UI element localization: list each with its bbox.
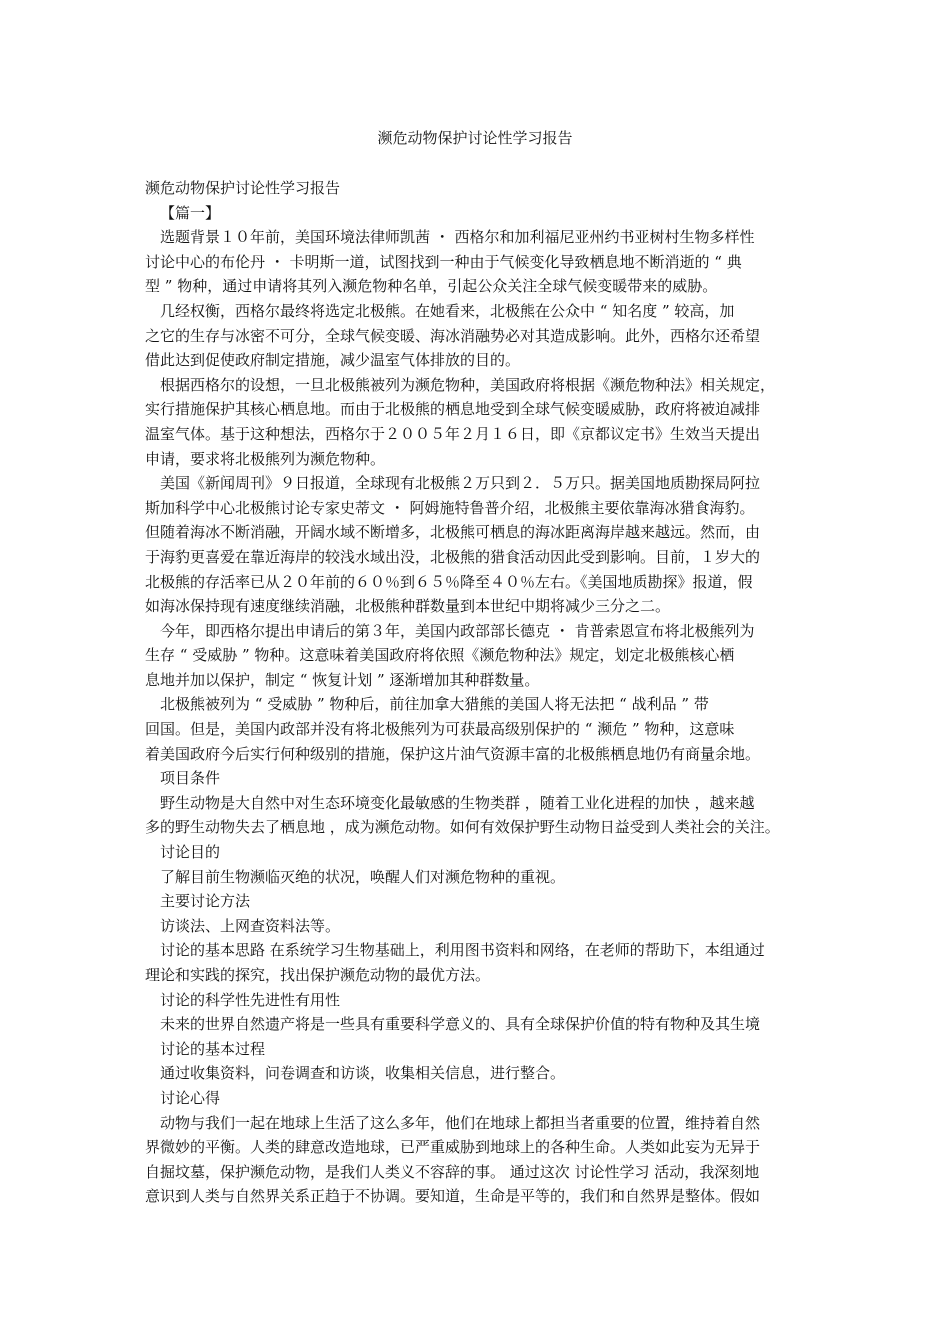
text-line: 息地并加以保护，制定 “ 恢复计划 ” 逐渐增加其种群数量。 <box>145 670 540 689</box>
text-line: 如海冰保持现有速度继续消融，北极熊种群数量到本世纪中期将减少三分之二。 <box>145 597 671 616</box>
text-line: 之它的生存与冰密不可分，全球气候变暖、海冰消融势必对其造成影响。此外，西格尔还希望 <box>145 326 761 345</box>
text-line: 野生动物是大自然中对生态环境变化最敏感的生物类群 ，随着工业化进程的加快 ，越来越 <box>160 793 755 812</box>
text-line: 了解目前生物濒临灭绝的状况，唤醒人们对濒危物种的重视。 <box>160 867 566 886</box>
text-line: 根据西格尔的设想，一旦北极熊被列为濒危物种，美国政府将根据《濒危物种法》相关规定， <box>160 375 776 394</box>
text-line: 讨论的基本思路 在系统学习生物基础上，利用图书资料和网络，在老师的帮助下，本组通过 <box>160 941 765 960</box>
text-line: 多的野生动物失去了栖息地 ，成为濒危动物。如何有效保护野生动物日益受到人类社会的关注。 <box>145 818 780 837</box>
text-line: 主要讨论方法 <box>160 892 251 911</box>
text-line: 着美国政府今后实行何种级别的措施，保护这片油气资源丰富的北极熊栖息地仍有商量余地。 <box>145 744 761 763</box>
text-line: 生存 “ 受威胁 ” 物种。这意味着美国政府将依照《濒危物种法》规定，划定北极熊核心栖 <box>145 646 735 665</box>
text-line: 于海豹更喜爱在靠近海岸的较浅水域出没，北极熊的猎食活动因此受到影响。目前，１岁大的 <box>145 547 761 566</box>
text-line: 通过收集资料，问卷调查和访谈，收集相关信息，进行整合。 <box>160 1064 566 1083</box>
text-line: 讨论心得 <box>160 1088 221 1107</box>
text-line: 项目条件 <box>160 769 221 788</box>
text-line: 选题背景１０年前，美国环境法律师凯茜 ・ 西格尔和加利福尼亚州约书亚树村生物多样性 <box>160 228 755 247</box>
text-line: 今年，即西格尔提出申请后的第３年，美国内政部部长德克 ・ 肯普索恩宣布将北极熊列为 <box>160 621 755 640</box>
text-line: 讨论的基本过程 <box>160 1039 266 1058</box>
document-body <box>145 176 825 1209</box>
text-line: 讨论中心的布伦丹 ・ 卡明斯一道，试图找到一种由于气候变化导致栖息地不断消逝的 “ 典 <box>145 252 742 271</box>
text-line: 型 ” 物种，通过申请将其列入濒危物种名单，引起公众关注全球气候变暖带来的威胁。 <box>145 277 718 296</box>
text-line: 界微妙的平衡。人类的肆意改造地球，已严重威胁到地球上的各种生命。人类如此妄为无异于 <box>145 1138 761 1157</box>
text-line: 北极熊被列为 “ 受威胁 ” 物种后，前往加拿大猎熊的美国人将无法把 “ 战利品 ” 带 <box>160 695 709 714</box>
text-line: 温室气体。基于这种想法，西格尔于２００５年２月１６日，即《京都议定书》生效当天提出 <box>145 424 761 443</box>
text-line: 自掘坟墓，保护濒危动物，是我们人类义不容辞的事。 通过这次 讨论性学习 活动，我深刻地 <box>145 1162 760 1181</box>
text-line: 但随着海冰不断消融，开阔水域不断增多，北极熊可栖息的海冰距离海岸越来越远。然而，由 <box>145 523 761 542</box>
text-line: 讨论目的 <box>160 843 221 862</box>
text-line: 动物与我们一起在地球上生活了这么多年，他们在地球上都担当者重要的位置，维持着自然 <box>160 1113 761 1132</box>
text-line: 回国。但是，美国内政部并没有将北极熊列为可获最高级别保护的 “ 濒危 ” 物种，这意味 <box>145 720 735 739</box>
text-line: 意识到人类与自然界关系正趋于不协调。要知道，生命是平等的，我们和自然界是整体。假如 <box>145 1187 761 1206</box>
text-line: 美国《新闻周刊》９日报道，全球现有北极熊２万只到２．５万只。据美国地质勘探局阿拉 <box>160 474 761 493</box>
text-line: 濒危动物保护讨论性学习报告 <box>145 179 341 197</box>
text-line: 借此达到促使政府制定措施，减少温室气体排放的目的。 <box>145 351 521 370</box>
text-line: 理论和实践的探究，找出保护濒危动物的最优方法。 <box>145 966 491 984</box>
text-line: 北极熊的存活率已从２０年前的６０％到６５％降至４０％左右。《美国地质勘探》报道，假 <box>145 572 753 591</box>
page-title: 濒危动物保护讨论性学习报告 <box>377 129 573 147</box>
text-line: 访谈法、上网查资料法等。 <box>160 916 341 935</box>
text-line: 申请，要求将北极熊列为濒危物种。 <box>145 449 386 468</box>
text-line: 几经权衡，西格尔最终将选定北极熊。在她看来，北极熊在公众中 “ 知名度 ” 较高，加 <box>160 301 735 320</box>
text-line: 讨论的科学性先进性有用性 <box>160 990 341 1009</box>
text-line: 【篇一】 <box>160 203 221 222</box>
text-line: 未来的世界自然遗产将是一些具有重要科学意义的、具有全球保护价值的特有物种及其生境 <box>160 1015 761 1034</box>
text-line: 斯加科学中心北极熊讨论专家史蒂文 ・ 阿姆施特鲁普介绍，北极熊主要依靠海冰猎食海豹。 <box>145 498 755 517</box>
text-line: 实行措施保护其核心栖息地。而由于北极熊的栖息地受到全球气候变暖威胁，政府将被迫减排 <box>145 400 761 419</box>
